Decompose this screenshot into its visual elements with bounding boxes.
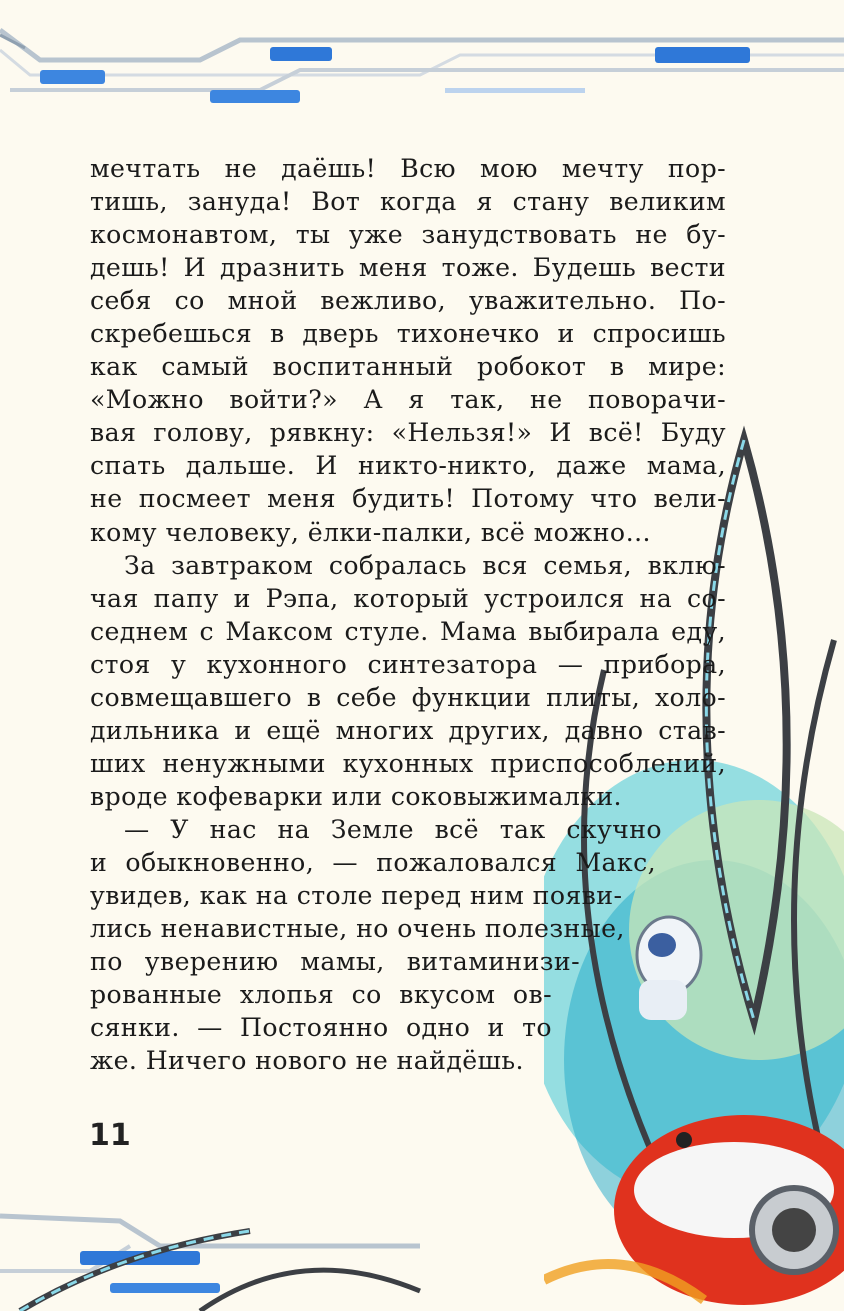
text-line: дешь! И дразнить меня тоже. Будешь вести (90, 253, 726, 283)
text-line: спать дальше. И никто-никто, даже мама, (90, 451, 726, 481)
text-line: и обыкновенно, — пожаловался Макс, (90, 847, 656, 877)
text-line: увидев, как на столе перед ним появи- (90, 881, 623, 911)
top-tech-frame (0, 0, 844, 120)
text-line: космонавтом, ты уже занудствовать не бу- (90, 220, 726, 250)
text-line: тишь, зануда! Вот когда я стану великим (90, 187, 726, 217)
text-line: же. Ничего нового не найдёшь. (90, 1046, 524, 1076)
text-line: кому человеку, ёлки-палки, всё можно… (90, 517, 652, 547)
text-line: не посмеет меня будить! Потому что вели- (90, 484, 726, 514)
text-line: по уверению мамы, витаминизи- (90, 947, 580, 977)
text-line: рованные хлопья со вкусом ов- (90, 980, 552, 1010)
text-line: скребешься в дверь тихонечко и спросишь (90, 319, 726, 349)
text-line: совмещавшего в себе функции плиты, холо- (90, 682, 726, 712)
text-line: За завтраком собралась вся семья, вклю- (124, 550, 726, 580)
text-line: вроде кофеварки или соковыжималки. (90, 781, 622, 811)
page-number: 11 (89, 1118, 131, 1153)
text-line: сянки. — Постоянно одно и то (90, 1013, 552, 1043)
text-line: мечтать не даёшь! Всю мою мечту пор- (90, 154, 726, 183)
text-line: себя со мной вежливо, уважительно. По- (90, 286, 726, 316)
text-line: вая голову, рявкну: «Нельзя!» И всё! Буду (90, 418, 726, 448)
text-line: дильника и ещё многих других, давно став- (90, 715, 726, 745)
page-text (90, 152, 726, 1077)
text-line: «Можно войти?» А я так, не поворачи- (90, 385, 726, 415)
text-line: седнем с Максом стуле. Мама выбирала еду, (90, 616, 726, 646)
text-line: ших ненужными кухонных приспособлений, (90, 748, 726, 778)
text-line: чая папу и Рэпа, который устроился на со- (90, 583, 726, 613)
text-line: лись ненавистные, но очень полезные, (90, 914, 625, 944)
text-line: — У нас на Земле всё так скучно (124, 814, 662, 844)
bottom-tech-frame (0, 1201, 844, 1311)
text-line: стоя у кухонного синтезатора — прибора, (90, 649, 726, 679)
text-line: как самый воспитанный робокот в мире: (90, 352, 726, 382)
